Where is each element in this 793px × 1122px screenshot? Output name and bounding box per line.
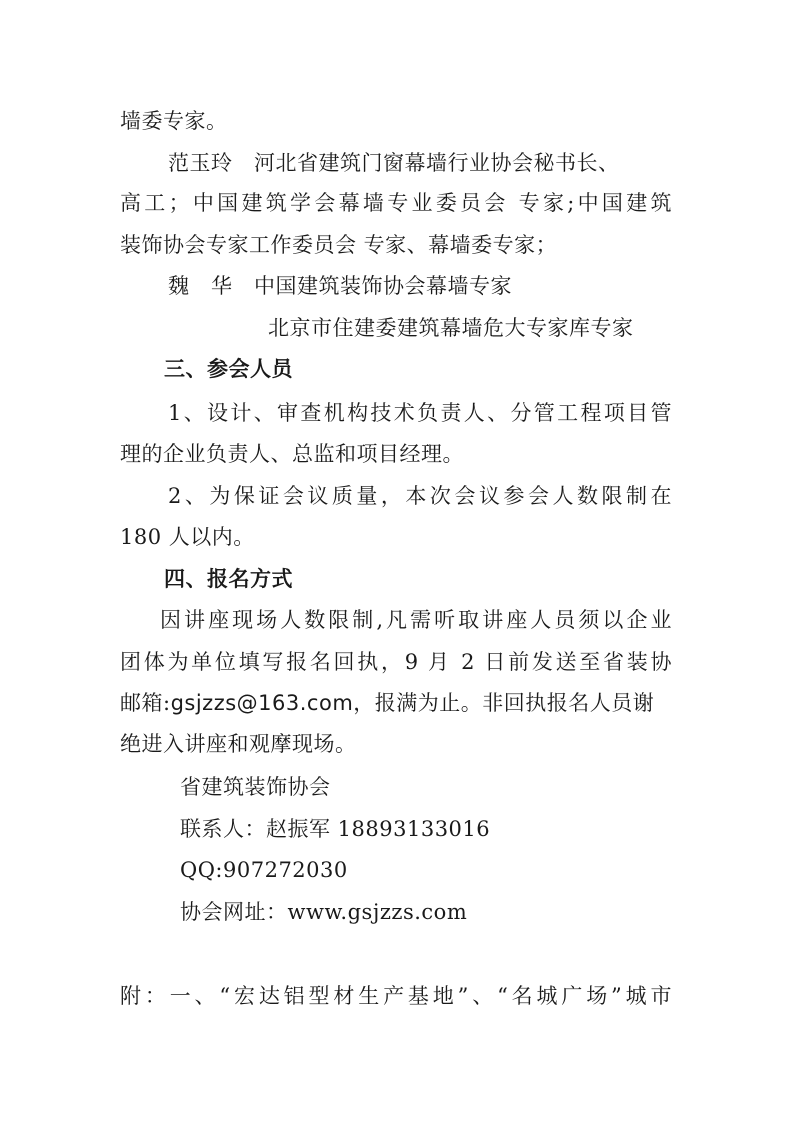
text-line: 1、设计、审查机构技术负责人、分管工程项目管 [168,401,672,425]
email-link[interactable]: gsjzzs@163.com [170,691,354,715]
text-line: 范玉玲 河北省建筑门窗幕墙行业协会秘书长、 [168,151,620,175]
text-line: 魏 华 中国建筑装饰协会幕墙专家 [168,274,512,298]
contact-line: 联系人：赵振军 18893133016 [180,817,491,841]
website-line: 协会网址：www.gsjzzs.com [180,900,468,924]
organization-name: 省建筑装饰协会 [180,775,331,799]
text-line [120,690,654,716]
text-line: 高工；中国建筑学会幕墙专业委员会 专家;中国建筑 [120,191,672,215]
section-heading: 三、参会人员 [164,356,293,381]
annex-line: 附：一、“宏达铝型材生产基地”、“名城广场”城市 [120,984,672,1008]
text-line: 团体为单位填写报名回执，9 月 2 日前发送至省装协 [120,650,672,674]
text-line: 墙委专家。 [120,109,228,133]
text-line: 绝进入讲座和观摩现场。 [120,732,357,756]
text-line: 理的企业负责人、总监和项目经理。 [120,442,464,466]
text-line: 2、为保证会议质量，本次会议参会人数限制在 [168,484,672,508]
text-line: 180 人以内。 [120,525,255,549]
text-line: 因讲座现场人数限制,凡需听取讲座人员须以企业 [160,608,672,632]
text-line: 北京市住建委建筑幕墙危大专家库专家 [268,316,634,340]
section-heading: 四、报名方式 [164,566,293,591]
text-segment: ，报满为止。非回执报名人员谢 [353,691,655,715]
text-line: 装饰协会专家工作委员会 专家、幕墙委专家； [120,233,558,257]
email-label: 邮箱: [120,691,171,715]
qq-line: QQ:907272030 [180,858,348,882]
